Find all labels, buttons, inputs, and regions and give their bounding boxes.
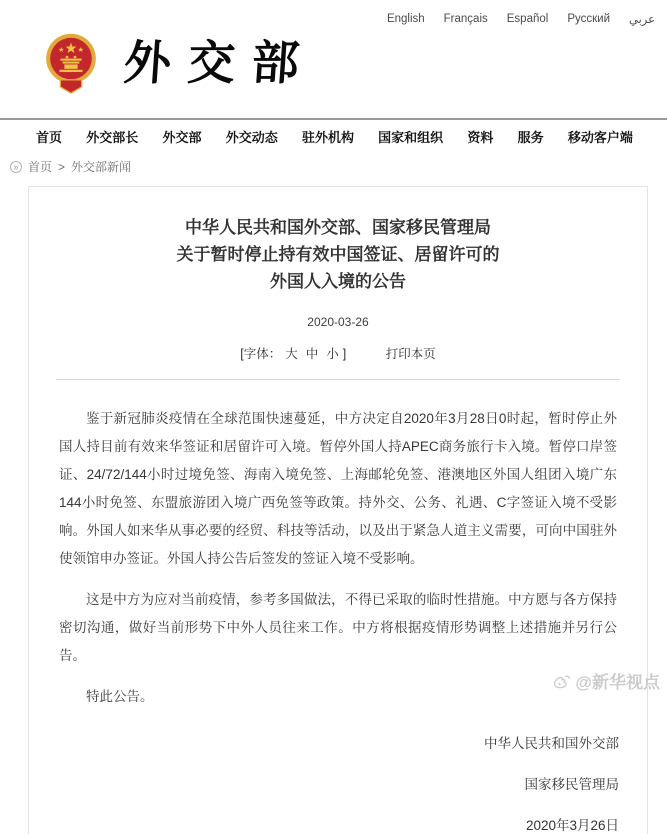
lang-link-spanish[interactable]: Español: [506, 13, 549, 25]
font-size-large-button[interactable]: 大: [285, 347, 298, 361]
page-title: [69, 214, 607, 295]
lang-link-russian[interactable]: Русский: [567, 13, 610, 25]
breadcrumb-separator: >: [58, 159, 66, 174]
title-line-2: 关于暂时停止持有效中国签证、居留许可的: [176, 245, 500, 264]
main-navigation: [0, 118, 667, 151]
lang-link-french[interactable]: Français: [443, 13, 488, 25]
national-emblem-icon: [42, 32, 100, 94]
signature-date: 2020年3月26日: [525, 818, 619, 833]
signature-immigration: 国家移民管理局: [524, 777, 619, 792]
article-date: 2020-03-26: [307, 315, 369, 329]
ministry-calligraphy: 外交部: [122, 35, 318, 91]
lang-link-arabic[interactable]: عربي: [629, 14, 655, 26]
watermark-text: @新华视点: [575, 673, 660, 692]
article-body: [29, 380, 647, 711]
font-size-prefix: [字体：: [240, 347, 282, 361]
font-size-medium-button[interactable]: 中: [305, 347, 319, 361]
print-page-button[interactable]: 打印本页: [385, 347, 436, 361]
font-size-small-button[interactable]: 小: [326, 347, 339, 361]
signature-ministry: 中华人民共和国外交部: [484, 736, 619, 751]
language-bar: [387, 12, 655, 26]
paragraph-1: 鉴于新冠肺炎疫情在全球范围快速蔓延，中方决定自2020年3月28日0时起，暂时停止外国人持目前有效来华签证和居留许可入境。暂停外国人持APEC商务旅行卡入境。暂停口岸签证、24/72/144小时过境免签、海南入境免签、上海邮轮免签、港澳地区外国人组团入境广东144小时免签、东盟旅游团入境广西免签等政策。持外交、公务、礼遇、C字签证入境不受影响。外国人如来华从事必要的经贸、科技等活动，以及出于紧急人道主义需要，可向中国驻外使领馆申办签证。外国人持公告后签发的签证入境不受影响。: [59, 411, 617, 566]
nav-item-home[interactable]: 首页: [36, 130, 63, 145]
signature-block: [29, 732, 647, 834]
nav-item-missions-abroad[interactable]: 驻外机构: [301, 130, 354, 145]
breadcrumb: [0, 151, 667, 181]
site-header: [0, 0, 667, 118]
nav-item-services[interactable]: 服务: [517, 130, 544, 145]
breadcrumb-circle-icon: »: [10, 161, 22, 173]
site-logo[interactable]: [42, 32, 316, 94]
article-container: [28, 186, 648, 834]
nav-item-resources[interactable]: 资料: [467, 130, 494, 145]
paragraph-3: 特此公告。: [86, 689, 154, 704]
paragraph-2: 这是中方为应对当前疫情，参考多国做法，不得已采取的临时性措施。中方愿与各方保持密切沟通，做好当前形势下中外人员往来工作。中方将根据疫情形势调整上述措施并另行公告。: [59, 592, 617, 663]
breadcrumb-home-link[interactable]: 首页: [28, 160, 53, 174]
lang-link-english[interactable]: English: [386, 13, 425, 25]
title-line-3: 外国人入境的公告: [270, 272, 406, 291]
nav-item-diplomatic-activities[interactable]: 外交动态: [225, 130, 278, 145]
title-line-1: 中华人民共和国外交部、国家移民管理局: [185, 218, 491, 237]
article-tools: [29, 344, 647, 362]
nav-item-mobile-client[interactable]: 移动客户端: [567, 130, 633, 145]
nav-item-ministry[interactable]: 外交部: [162, 130, 202, 145]
nav-item-countries-organizations[interactable]: 国家和组织: [378, 130, 444, 145]
breadcrumb-current[interactable]: 外交部新闻: [71, 160, 132, 174]
font-size-suffix: ]: [342, 347, 347, 361]
nav-item-foreign-minister[interactable]: 外交部长: [86, 130, 139, 145]
